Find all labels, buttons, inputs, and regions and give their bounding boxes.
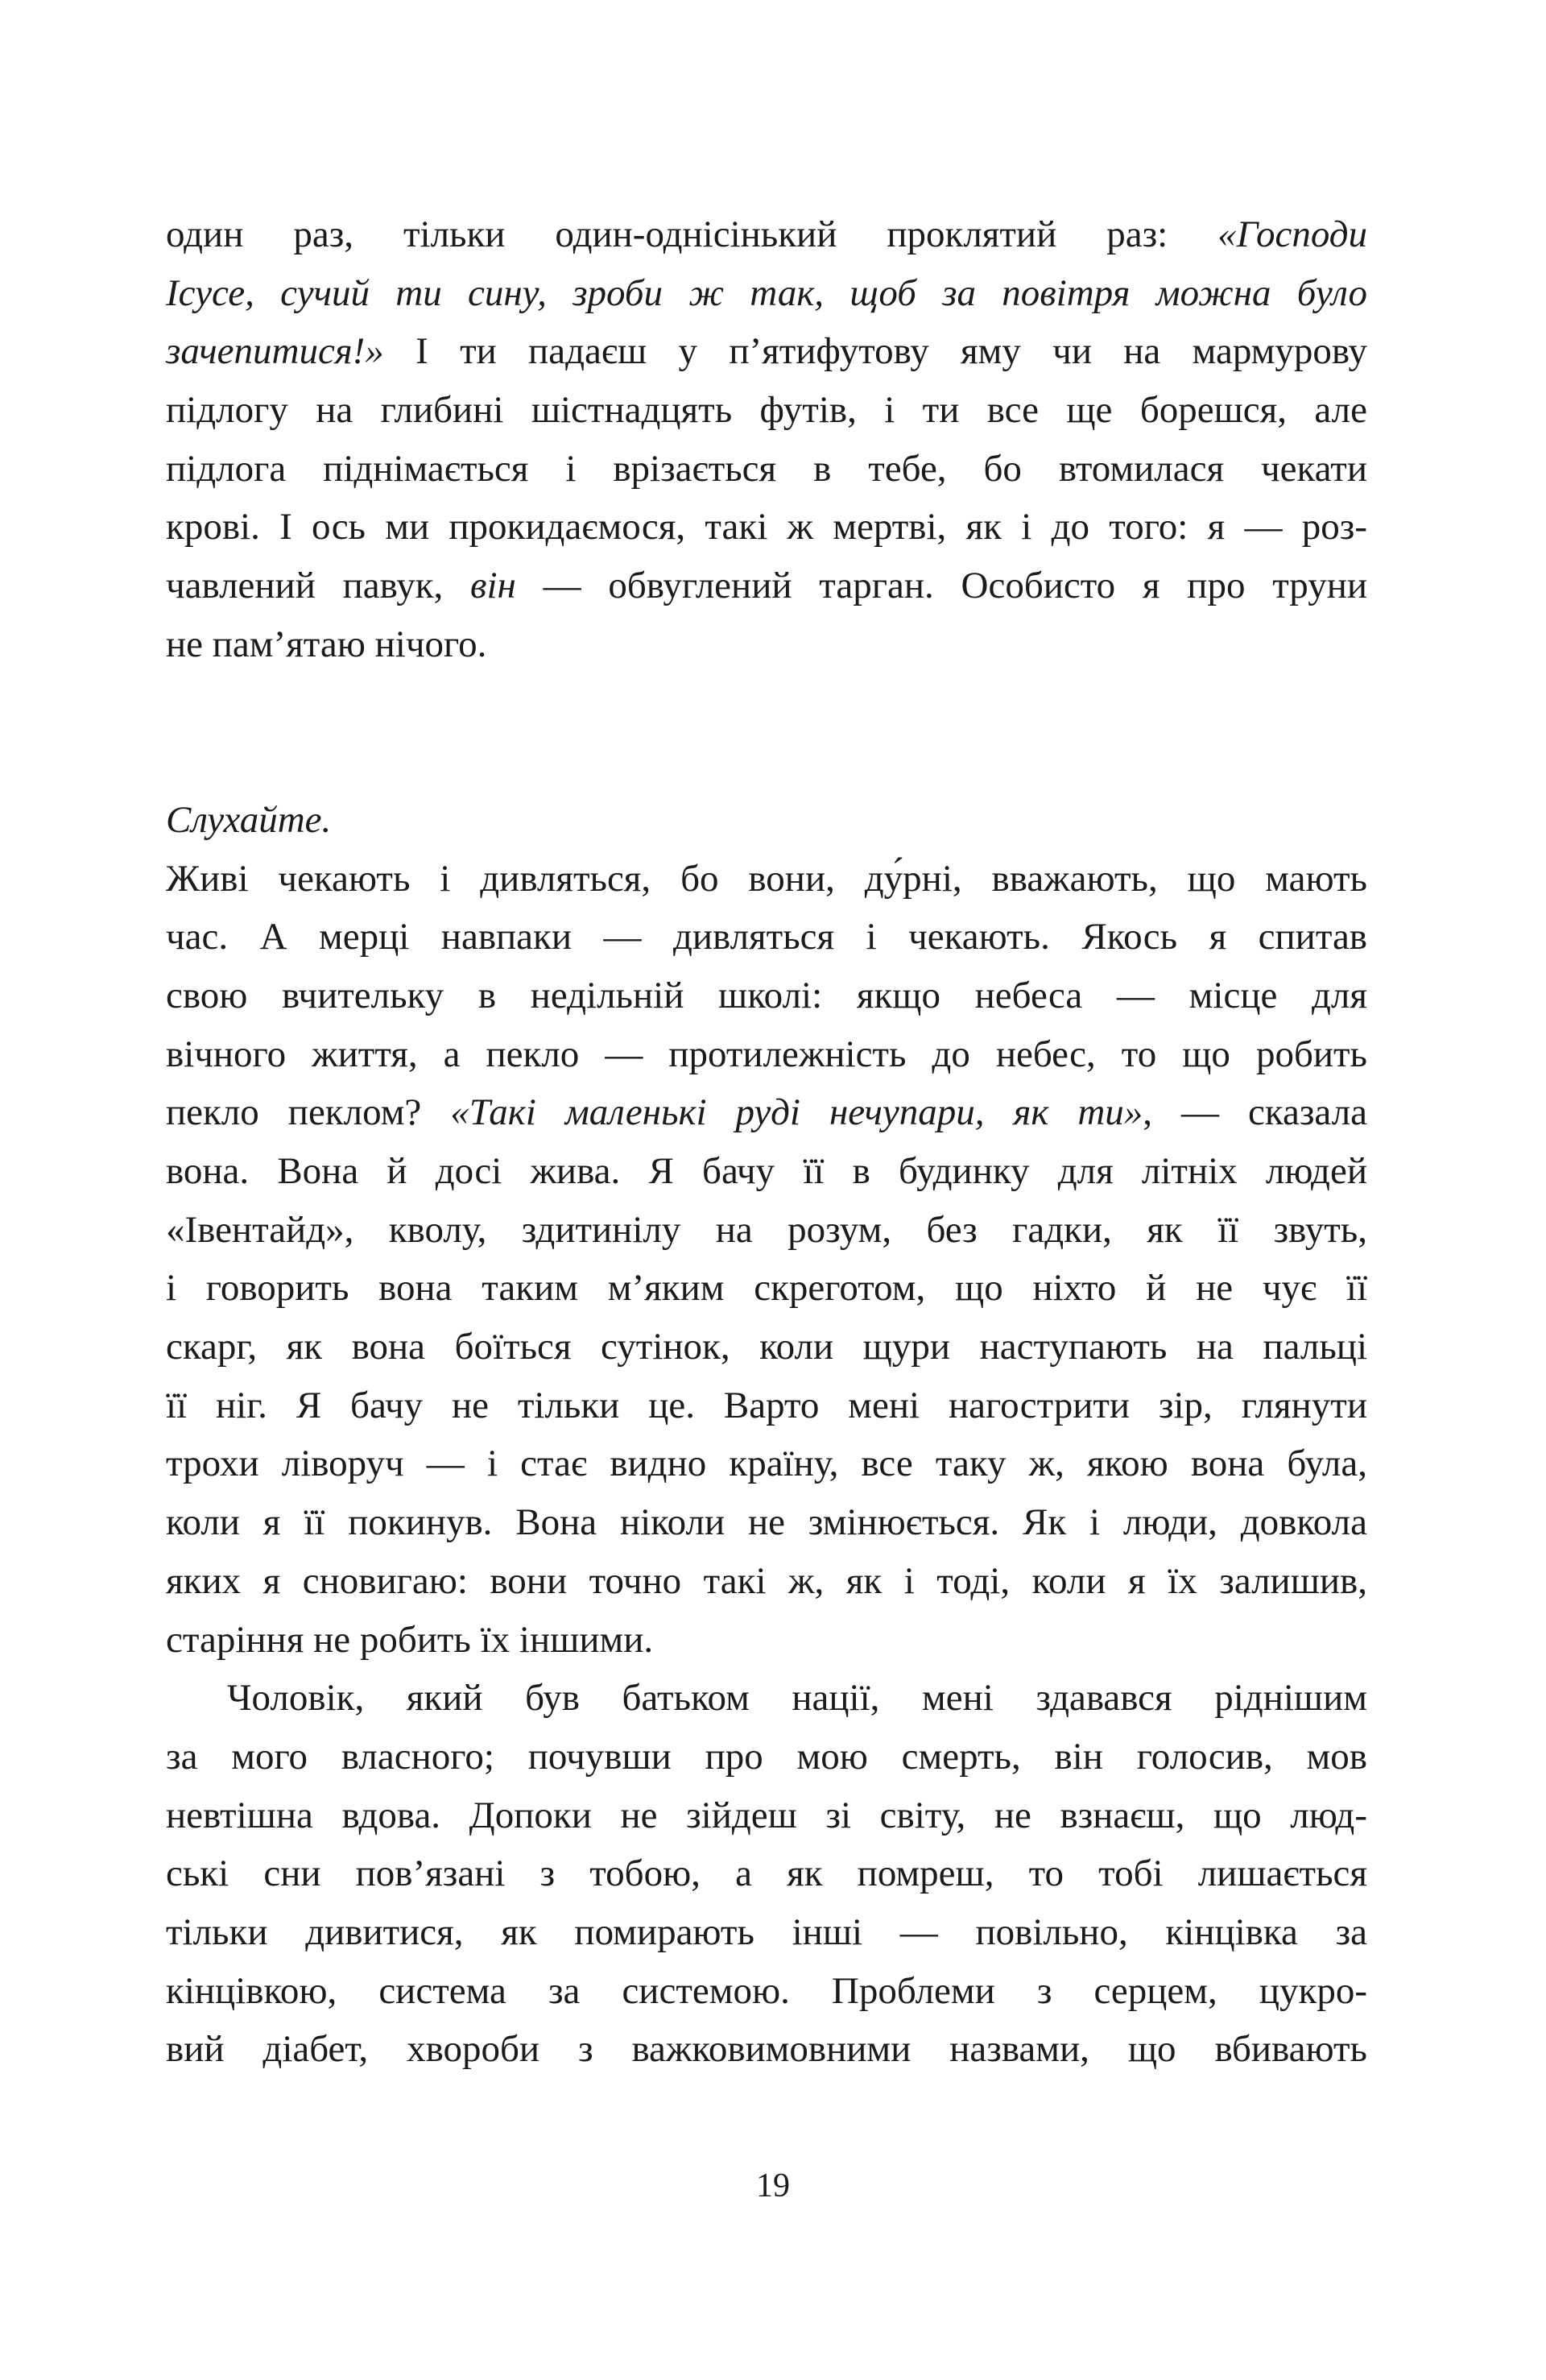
text-run: І ти падаєш у п’ятифутову яму чи на мармурову	[383, 330, 1367, 373]
text-run: старіння не робить їх іншими.	[166, 1618, 654, 1661]
text-run: вона. Вона й досі жива. Я бачу її в будинку для літніх людей	[166, 1150, 1367, 1192]
text-run: крові. І ось ми прокидаємося, такі ж мертві, як і до того: я — роз-	[166, 506, 1367, 548]
italic-text: Слухайте.	[166, 798, 332, 841]
text-line	[166, 498, 1367, 557]
text-line	[166, 1552, 1367, 1611]
text-line	[166, 1318, 1367, 1376]
text-run: чавлений павук,	[166, 565, 471, 607]
text-run: вічного життя, а пекло — протилежність до небес, то що робить	[166, 1033, 1367, 1075]
text-run: трохи ліворуч — і стає видно країну, все таку ж, якою вона була,	[166, 1442, 1367, 1485]
text-run: підлога піднімається і врізається в тебе, бо втомилася чекати	[166, 447, 1367, 490]
text-line	[166, 1142, 1367, 1201]
text-line	[166, 1903, 1367, 1962]
text-run: вий діабет, хвороби з важковимовними назвами, що вбивають	[166, 2028, 1367, 2071]
text-line	[166, 908, 1367, 966]
text-run: один раз, тільки один-однісінький проклятий раз:	[166, 213, 1218, 255]
text-run: скарг, як вона боїться сутінок, коли щури наступають на пальці	[166, 1326, 1367, 1368]
text-run: «Івентайд», кволу, здитинілу на розум, без гадки, як її звуть,	[166, 1208, 1367, 1251]
text-run: її ніг. Я бачу не тільки це. Варто мені нагострити зір, глянути	[166, 1384, 1367, 1426]
text-line	[166, 381, 1367, 440]
italic-text: зачепитися!»	[166, 330, 384, 373]
text-line	[166, 1376, 1367, 1435]
text-run: — обвуглений тарган. Особисто я про труни	[515, 565, 1367, 607]
italic-text: «Такі маленькі руді нечупари, як ти»	[450, 1091, 1143, 1134]
italic-text: «Господи	[1217, 213, 1367, 255]
paragraph	[166, 850, 1367, 1670]
text-run: кінцівкою, система за системою. Проблеми з серцем, цукро-	[166, 1969, 1367, 2012]
text-line	[166, 1669, 1367, 1728]
text-line	[166, 322, 1367, 381]
text-run: Чоловік, який був батьком нації, мені здавався ріднішим	[227, 1677, 1367, 1720]
text-line	[166, 1259, 1367, 1318]
text-run: ські сни пов’язані з тобою, а як помреш, то тобі лишається	[166, 1852, 1367, 1895]
text-line	[166, 1728, 1367, 1786]
text-line	[166, 1962, 1367, 2021]
paragraph	[166, 1669, 1367, 2079]
text-run: , — сказала	[1143, 1091, 1368, 1134]
text-line	[166, 791, 1367, 850]
text-line	[166, 440, 1367, 499]
text-line	[166, 1786, 1367, 1845]
paragraph	[166, 791, 1367, 850]
text-line	[166, 1201, 1367, 1260]
text-line	[166, 615, 1367, 674]
page-number: 19	[756, 2167, 790, 2204]
text-line	[166, 966, 1367, 1025]
text-run: свою вчительку в недільній школі: якщо небеса — місце для	[166, 974, 1367, 1016]
text-line	[166, 1434, 1367, 1493]
text-run: яких я сновигаю: вони точно такі ж, як і тоді, коли я їх залишив,	[166, 1559, 1367, 1602]
text-run: і говорить вона таким м’яким скреготом, що ніхто й не чує її	[166, 1267, 1367, 1310]
text-line	[166, 264, 1367, 323]
text-run: пекло пеклом?	[166, 1091, 451, 1134]
text-line	[166, 850, 1367, 909]
text-line	[166, 1844, 1367, 1903]
text-run: невтішна вдова. Допоки не зійдеш зі світу, не взнаєш, що люд-	[166, 1794, 1367, 1836]
section-break	[166, 674, 1367, 733]
text-run: не пам’ятаю нічого.	[166, 623, 487, 665]
text-run: коли я її покинув. Вона ніколи не змінюється. Як і люди, довкола	[166, 1501, 1367, 1544]
paragraph	[166, 205, 1367, 674]
text-line	[166, 1083, 1367, 1142]
text-line	[166, 1611, 1367, 1670]
text-run: тільки дивитися, як помирають інші — повільно, кінцівка за	[166, 1910, 1367, 1953]
text-line	[166, 557, 1367, 615]
italic-text: Ісусе, сучий ти сину, зроби ж так, щоб за повітря можна було	[166, 271, 1367, 314]
section-break	[166, 732, 1367, 791]
italic-text: він	[470, 565, 516, 607]
text-run: підлогу на глибині шістнадцять футів, і ти все ще борешся, але	[166, 389, 1367, 432]
text-line	[166, 1025, 1367, 1084]
text-line	[166, 1493, 1367, 1552]
text-line	[166, 2020, 1367, 2079]
text-run: Живі чекають і дивляться, бо вони, ду́рні, вважають, що мають	[166, 857, 1367, 900]
body-text	[166, 205, 1367, 2079]
text-run: за мого власного; почувши про мою смерть, він голосив, мов	[166, 1735, 1367, 1778]
text-line	[166, 205, 1367, 264]
text-run: час. А мерці навпаки — дивляться і чекають. Якось я спитав	[166, 916, 1367, 958]
